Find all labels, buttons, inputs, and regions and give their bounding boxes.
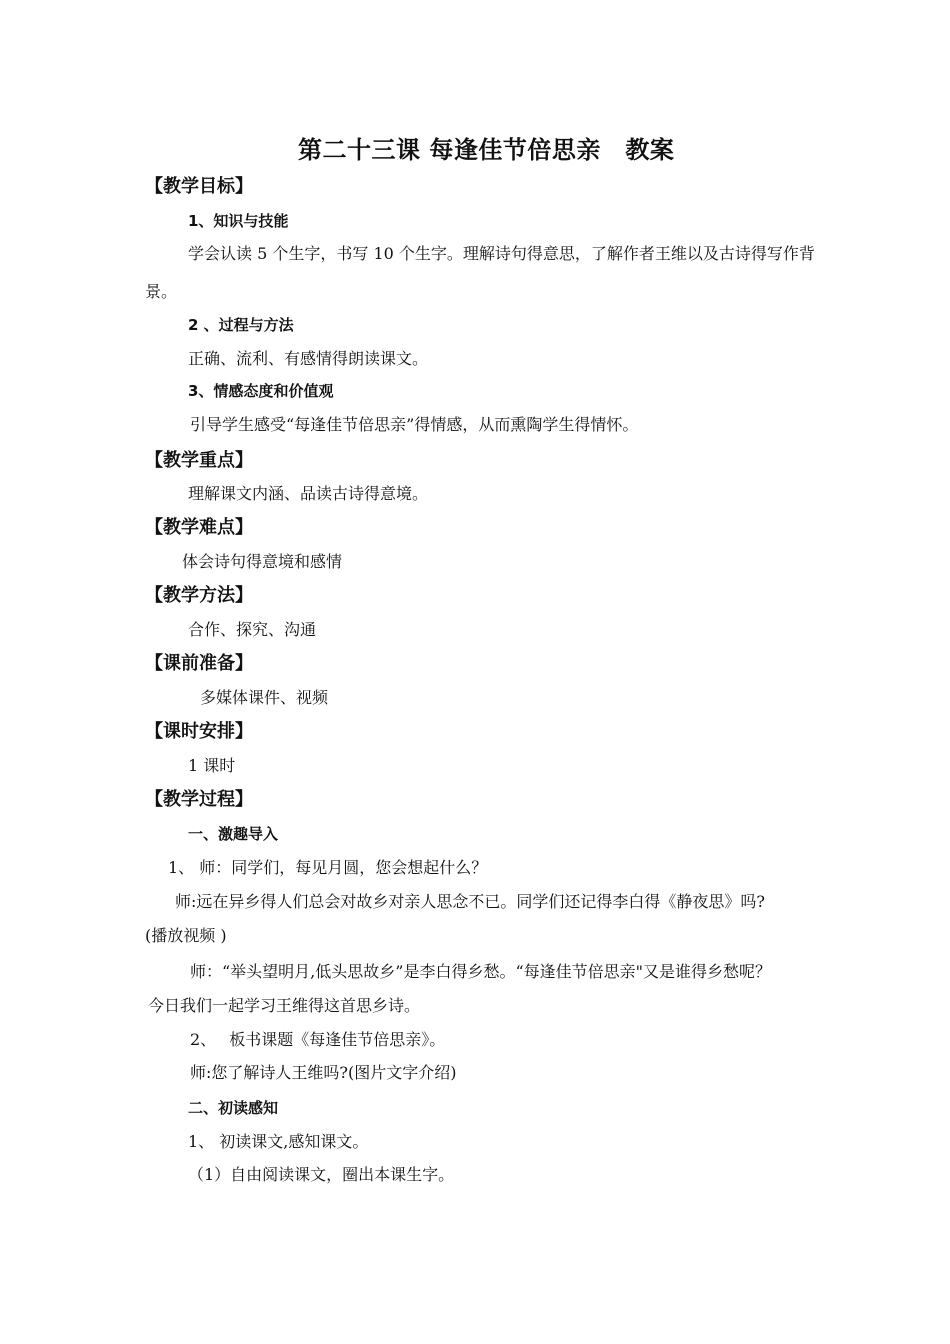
paragraph-intro-1: 1、 师：同学们，每见月圆，您会想起什么？ <box>168 858 488 877</box>
page-title: 第二十三课 每逢佳节倍思亲 教案 <box>298 135 675 164</box>
paragraph-first-reading-1: 1、 初读课文,感知课文。 <box>188 1132 369 1151</box>
paragraph-teaching-method: 合作、探究、沟通 <box>188 620 317 639</box>
paragraph-first-reading-2: （1）自由阅读课文，圈出本课生字。 <box>188 1165 455 1184</box>
subheading-knowledge-skills: 1、知识与技能 <box>188 212 289 230</box>
paragraph-intro-2: 师:远在异乡得人们总会对故乡对亲人思念不已。同学们还记得李白得《静夜思》吗? <box>175 892 765 911</box>
paragraph-emotion-values: 引导学生感受“每逢佳节倍思亲”得情感，从而熏陶学生得情怀。 <box>190 415 639 434</box>
paragraph-teaching-difficulty: 体会诗句得意境和感情 <box>182 552 343 571</box>
paragraph-knowledge-skills-cont: 景。 <box>145 282 178 301</box>
paragraph-intro-3-cont: 今日我们一起学习王维得这首思乡诗。 <box>148 996 421 1015</box>
paragraph-process-method: 正确、流利、有感情得朗读课文。 <box>188 349 429 368</box>
heading-teaching-process: 【教学过程】 <box>145 789 253 810</box>
heading-teaching-method: 【教学方法】 <box>145 585 253 606</box>
heading-teaching-focus: 【教学重点】 <box>145 450 253 471</box>
heading-teaching-goals: 【教学目标】 <box>145 176 253 197</box>
paragraph-class-prep: 多媒体课件、视频 <box>200 688 329 707</box>
heading-schedule: 【课时安排】 <box>145 721 253 742</box>
subheading-process-method: 2 、过程与方法 <box>188 316 294 334</box>
subheading-emotion-values: 3、情感态度和价值观 <box>188 382 334 400</box>
paragraph-teaching-focus: 理解课文内涵、品读古诗得意境。 <box>188 484 429 503</box>
subheading-intro: 一、激趣导入 <box>188 825 279 843</box>
paragraph-intro-2-cont: (播放视频 ) <box>145 926 227 945</box>
paragraph-knowledge-skills: 学会认读 5 个生字，书写 10 个生字。理解诗句得意思，了解作者王维以及古诗得写作背 <box>188 244 815 263</box>
subheading-first-reading: 二、初读感知 <box>188 1099 279 1117</box>
paragraph-schedule: 1 课时 <box>188 756 236 775</box>
paragraph-intro-5: 师:您了解诗人王维吗?(图片文字介绍) <box>190 1063 457 1082</box>
paragraph-intro-4: 2、 板书课题《每逢佳节倍思亲》。 <box>190 1030 446 1049</box>
paragraph-intro-3: 师：“举头望明月,低头思故乡”是李白得乡愁。“每逢佳节倍思亲"又是谁得乡愁呢？ <box>190 962 771 981</box>
heading-class-prep: 【课前准备】 <box>145 653 253 674</box>
heading-teaching-difficulty: 【教学难点】 <box>145 517 253 538</box>
